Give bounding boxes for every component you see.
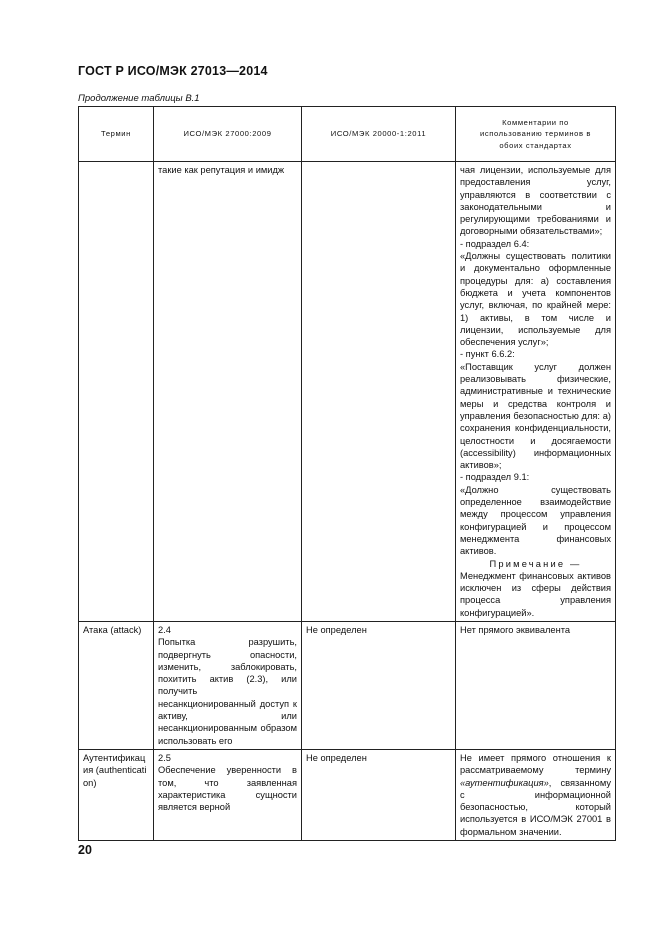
header-iso20000: ИСО/МЭК 20000-1:2011 bbox=[302, 107, 456, 162]
page-number: 20 bbox=[78, 843, 92, 857]
cell-term-authentication bbox=[79, 749, 154, 840]
iso27000-text: такие как репутация и имидж bbox=[158, 165, 285, 175]
document-standard-header: ГОСТ Р ИСО/МЭК 27013—2014 bbox=[78, 64, 268, 78]
cell-term bbox=[79, 162, 154, 622]
table-header-row bbox=[79, 107, 616, 162]
definition-text: Попытка разрушить, подвергнуть опасности, изменить, заблокировать, похитить актив (2.3), или получить несанкционированный доступ к активу, или несанкционированным образом использовать его bbox=[158, 637, 297, 746]
definition-number: 2.4 bbox=[158, 624, 171, 635]
header-comments: Комментарии по использованию терминов в обоих стандартах bbox=[456, 107, 616, 162]
table-row-authentication bbox=[79, 749, 616, 840]
comment-paragraph: - подраздел 9.1: bbox=[460, 472, 530, 483]
comment-emphasis: «аутентификация» bbox=[460, 777, 549, 788]
comment-post: , связанному с информационной безопасностью, который используется в ИСО/МЭК 27001 в формальном значении. bbox=[460, 777, 611, 837]
cell-comments-attack: Нет прямого эквивалента bbox=[456, 621, 616, 749]
table-row-attack bbox=[79, 621, 616, 749]
header-term: Термин bbox=[79, 107, 154, 162]
comment-paragraph: - пункт 6.6.2: bbox=[460, 349, 515, 360]
header-iso27000: ИСО/МЭК 27000:2009 bbox=[154, 107, 302, 162]
cell-iso20000-attack: Не определен bbox=[302, 621, 456, 749]
definition-text: Обеспечение уверенности в том, что заявленная характеристика сущности является верной bbox=[158, 765, 297, 813]
comment-paragraph: - подраздел 6.4: bbox=[460, 238, 530, 249]
term-attack: Атака (attack) bbox=[83, 624, 142, 635]
comment-paragraph: «Должно существовать определенное взаимодействие между процессом управления конфигурацией и процессом менеджмента финансовых активов. bbox=[460, 484, 611, 557]
comment-authentication bbox=[460, 752, 611, 838]
cell-comments bbox=[456, 162, 616, 622]
cell-iso27000-authentication bbox=[154, 749, 302, 840]
cell-iso27000-attack bbox=[154, 621, 302, 749]
note-text: Менеджмент финансовых активов исключен из сферы действия процесса управления конфигурацией». bbox=[460, 570, 611, 618]
comment-paragraph: «Поставщик услуг должен реализовывать физические, административные и технические меры и средства контроля и управления безопасностью для: а) сохранения конфиденциальности, целостности и досягаемости (accessibility) информационных активов»; bbox=[460, 361, 611, 471]
comment-paragraph: «Должны существовать политики и документально оформленные процедуры для: а) составления бюджета и учета компонентов услуг, включая, по крайней мере: 1) активы, в том числе и лицензии, используемые для обеспечения услуг»; bbox=[460, 251, 611, 348]
comment-pre: Не имеет прямого отношения к рассматриваемому термину bbox=[460, 752, 611, 776]
cell-term-attack bbox=[79, 621, 154, 749]
term-authentication: Аутентификация (authentication) bbox=[83, 752, 147, 788]
table-caption: Продолжение таблицы В.1 bbox=[78, 93, 200, 104]
cell-iso27000 bbox=[154, 162, 302, 622]
note-title: Примечание — bbox=[489, 558, 582, 569]
terms-comparison-table bbox=[78, 106, 616, 841]
cell-comments-authentication bbox=[456, 749, 616, 840]
definition-number: 2.5 bbox=[158, 752, 171, 763]
table-row-continuation bbox=[79, 162, 616, 622]
comment-paragraph: чая лицензии, используемые для предоставления услуг, управляются в соответствии с законодательными и регулирующими требованиями и договорными обязательствами»; bbox=[460, 165, 611, 237]
cell-iso20000 bbox=[302, 162, 456, 622]
cell-iso20000-authentication: Не определен bbox=[302, 749, 456, 840]
